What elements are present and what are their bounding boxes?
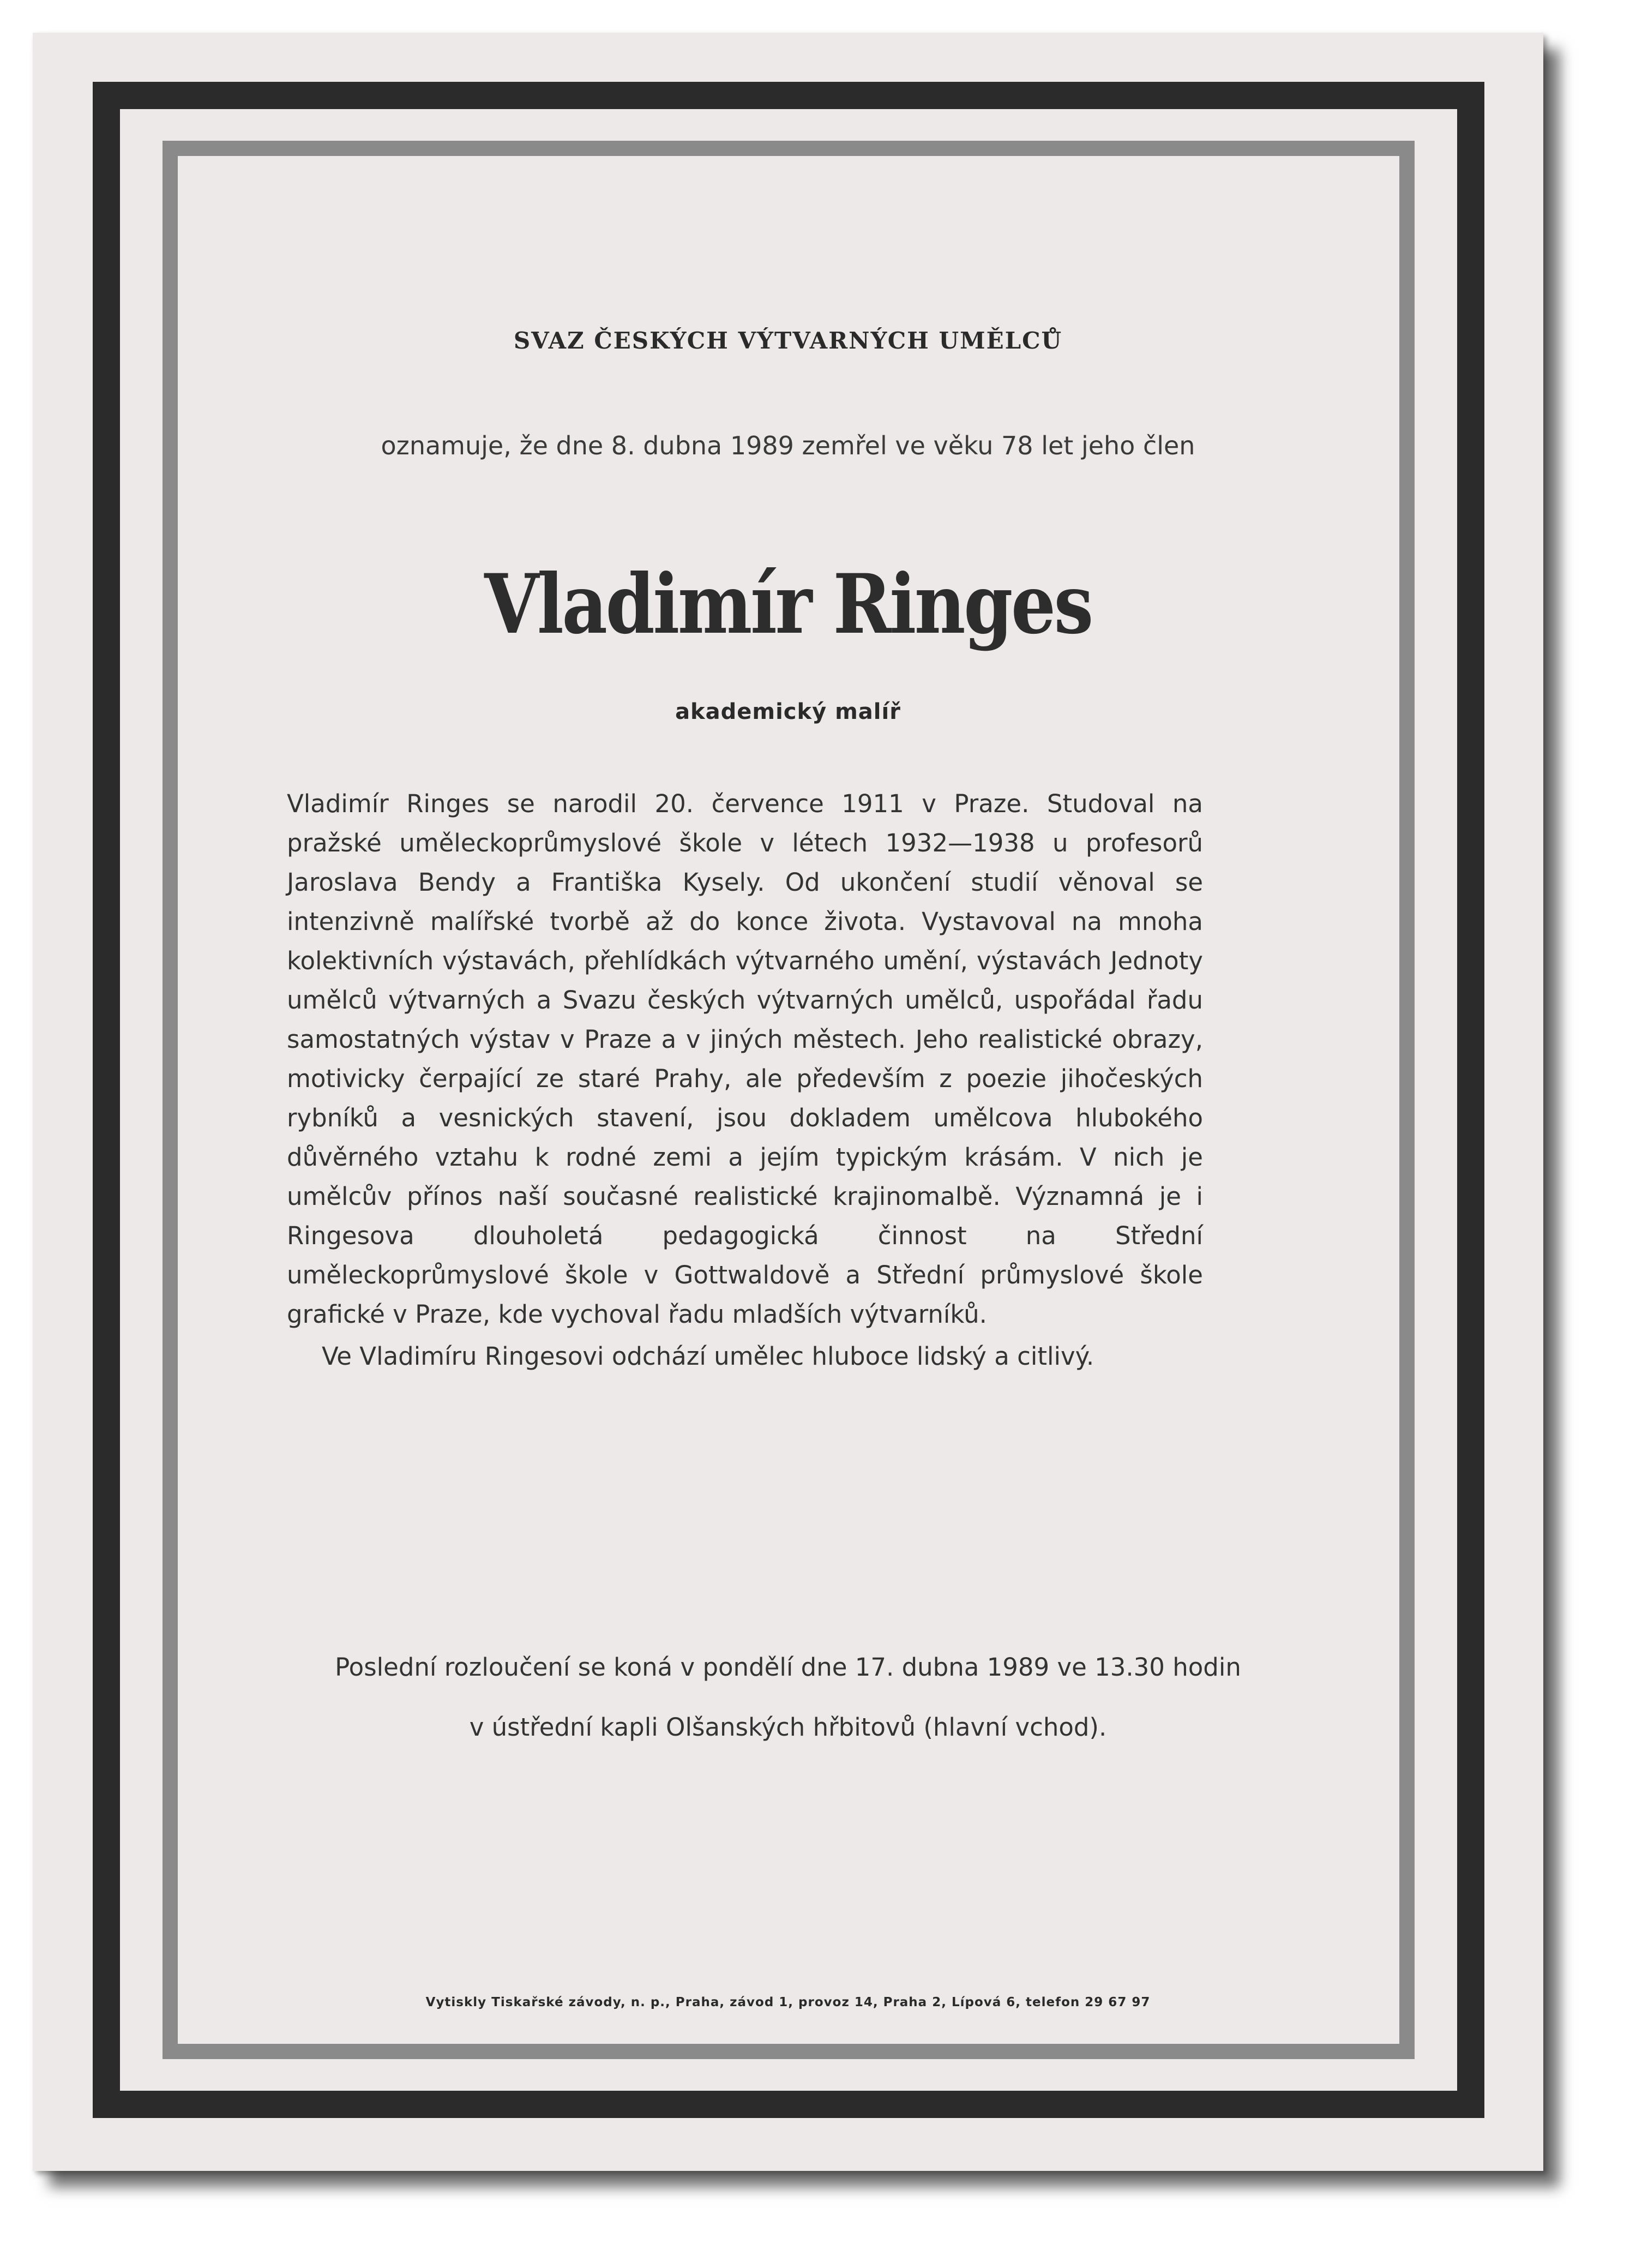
closing-sentence: Ve Vladimíru Ringesovi odchází umělec hluboce lidský a citlivý. (322, 1342, 1094, 1371)
funeral-location-line: v ústřední kapli Olšanských hřbitovů (hlavní vchod). (469, 1713, 1107, 1742)
obituary-content (33, 33, 1543, 2171)
obituary-sheet (33, 33, 1543, 2171)
deceased-name: Vladimír Ringes (484, 556, 1092, 652)
announcement-line: oznamuje, že dne 8. dubna 1989 zemřel ve věku 78 let jeho člen (381, 431, 1195, 460)
deceased-title: akademický malíř (675, 699, 901, 724)
funeral-date-line: Poslední rozloučení se koná v pondělí dne 17. dubna 1989 ve 13.30 hodin (335, 1653, 1241, 1682)
organization-heading: SVAZ ČESKÝCH VÝTVARNÝCH UMĚLCŮ (513, 327, 1063, 354)
biography-paragraph: Vladimír Ringes se narodil 20. července 1911 v Praze. Studoval na pražské uměleckoprůmyslové škole v létech 1932—1938 u profesorů Jaroslava Bendy a Františka Kysely. Od ukončení studií věnoval se intenzivně malířské tvorbě až do konce života. Vystavoval na mnoha kolektivních výstavách, přehlídkách výtvarného umění, výstavách Jednoty umělců výtvarných a Svazu českých výtvarných umělců, uspořádal řadu samostatných výstav v Praze a v jiných městech. Jeho realistické obrazy, motivicky čerpající ze staré Prahy, ale především z poezie jihočeských rybníků a vesnických stavení, jsou dokladem umělcova hlubokého důvěrného vztahu k rodné zemi a jejím typickým krásám. V nich je umělcův přínos naší současné realistické krajinomalbě. Významná je i Ringesova dlouholetá pedagogická činnost na Střední uměleckoprůmyslové škole v Gottwaldově a Střední průmyslové škole grafické v Praze, kde vychoval řadu mladších výtvarníků. (287, 789, 1203, 1329)
printer-imprint: Vytiskly Tiskařské závody, n. p., Praha, závod 1, provoz 14, Praha 2, Lípová 6, telefon 29 67 97 (425, 1995, 1151, 2009)
